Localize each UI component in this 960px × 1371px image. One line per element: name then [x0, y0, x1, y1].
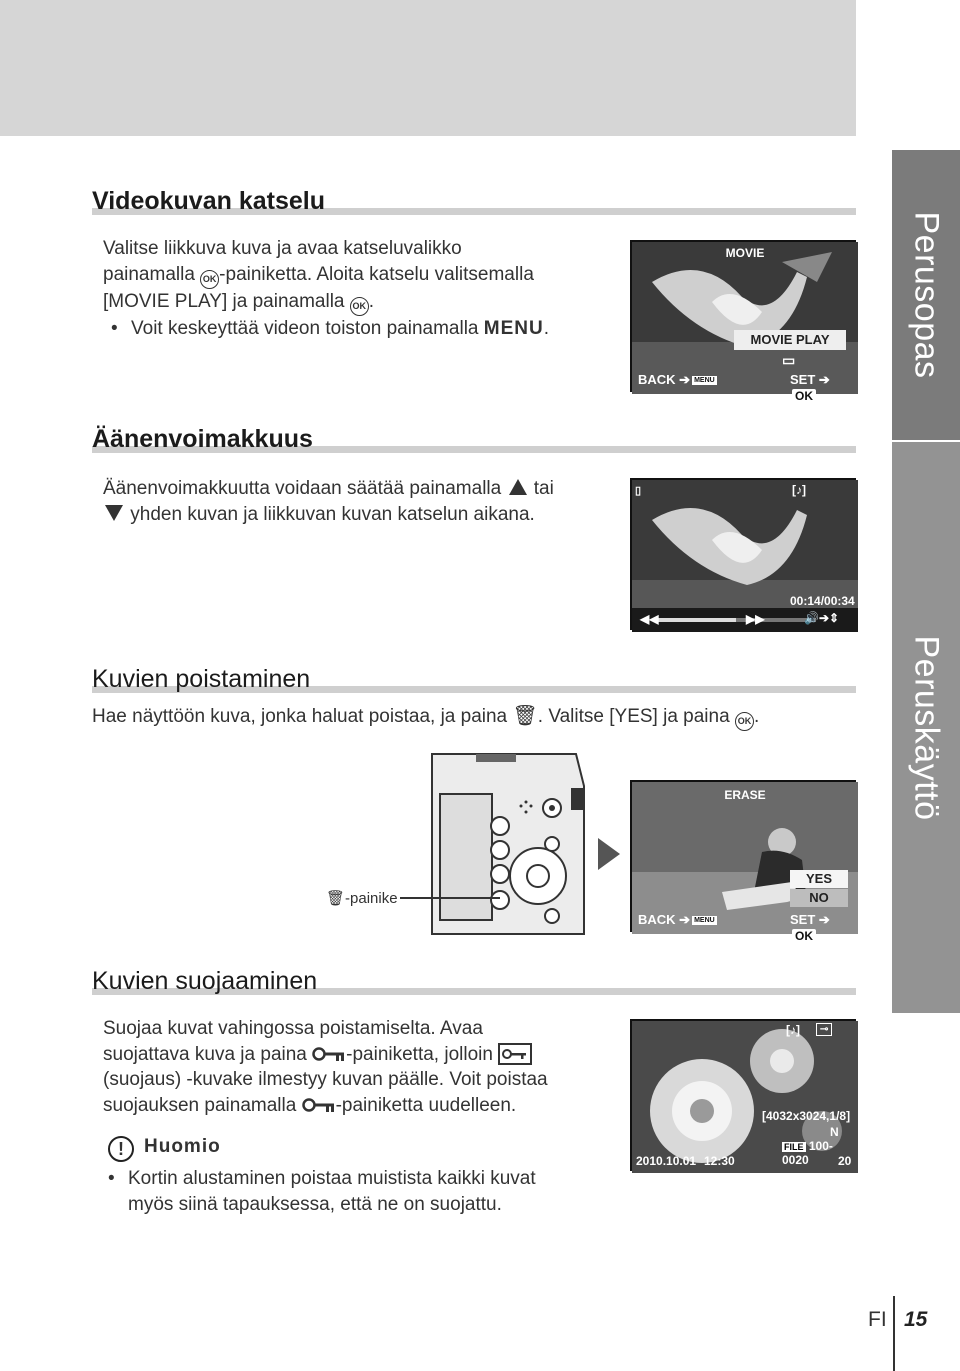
- side-tab-perusopas: Perusopas: [892, 150, 960, 440]
- file-number: FILE 100-0020: [782, 1139, 833, 1167]
- erase-screen: [630, 780, 856, 943]
- section-title: Kuvien suojaaminen: [92, 967, 318, 995]
- text-line: [MOVIE PLAY] ja painamalla OK .: [103, 289, 603, 316]
- ok-button-icon: OK: [735, 712, 754, 731]
- ok-button-icon: OK: [200, 270, 219, 289]
- time-label: 12:30: [704, 1154, 735, 1168]
- movie-play-option[interactable]: MOVIE PLAY: [734, 330, 846, 350]
- note-block: [108, 1134, 628, 1217]
- bullet-continuation: myös siinä tapauksessa, että ne on suojattu.: [128, 1193, 502, 1215]
- trash-icon: 🗑: [512, 705, 538, 727]
- ok-button-icon: OK: [350, 297, 369, 316]
- trash-button-label: 🗑-painike: [326, 890, 398, 907]
- set-hint: SET ➔OK: [790, 372, 830, 403]
- movie-icon: [♪]: [786, 1023, 800, 1037]
- movie-play-icon: ▭: [782, 352, 796, 368]
- section-title: Videokuvan katselu: [92, 187, 325, 215]
- top-band: [0, 0, 856, 136]
- set-hint: SET ➔OK: [790, 912, 830, 943]
- warning-icon: !: [108, 1136, 134, 1162]
- text-line: Suojaa kuvat vahingossa poistamiselta. Avaa: [103, 1018, 483, 1039]
- key-icon: [312, 1045, 346, 1063]
- section3-text: Hae näyttöön kuva, jonka haluat poistaa, ja paina 🗑. Valitse [YES] ja paina OK .: [92, 704, 882, 731]
- bullet-item: • Voit keskeyttää videon toiston painamalla MENU.: [111, 316, 603, 342]
- section2-text: [103, 476, 603, 527]
- yes-option[interactable]: YES: [790, 870, 848, 888]
- up-arrow-icon: [509, 479, 527, 495]
- down-arrow-icon: [105, 505, 123, 521]
- screen-title: MOVIE: [725, 246, 765, 260]
- volume-icon: 🔊➔⇕: [804, 611, 840, 625]
- file-icon: FILE: [784, 1142, 804, 1152]
- protect-icon: [498, 1043, 532, 1065]
- movie-icon: [♪]: [792, 483, 806, 497]
- key-icon: [302, 1096, 336, 1114]
- footer-language: FI: [868, 1308, 887, 1331]
- section-title: Äänenvoimakkuus: [92, 425, 313, 453]
- resolution-label: [4032x3024,1/8]: [762, 1109, 851, 1123]
- battery-icon: ▯: [635, 485, 642, 497]
- quality-label: N: [830, 1125, 839, 1139]
- trash-icon: 🗑: [326, 890, 346, 907]
- rewind-icon: ◀◀: [640, 612, 659, 626]
- side-tab-peruskaytto: Peruskäyttö: [892, 440, 960, 1013]
- seagull-playback-image: [632, 480, 858, 632]
- footer-divider: [893, 1296, 895, 1371]
- fast-forward-icon: ▶▶: [746, 612, 765, 626]
- text-line: painamalla OK -painiketta. Aloita katselu valitsemalla: [103, 262, 603, 289]
- section4-text: [103, 1016, 623, 1118]
- text-line: yhden kuvan ja liikkuvan kuvan katselun aikana.: [103, 502, 603, 528]
- playback-time: 00:14/00:34: [790, 594, 855, 608]
- section-aanenvoimakkuus: [92, 424, 856, 460]
- arrow-right-icon: [598, 838, 620, 870]
- section-kuvien-suojaaminen: [92, 966, 856, 1002]
- section-kuvien-poistaminen: [92, 664, 856, 700]
- section1-text: [103, 236, 603, 341]
- frame-number: 20: [838, 1154, 852, 1168]
- section-videokuvan-katselu: [92, 186, 856, 222]
- note-heading: ! Huomio: [108, 1134, 628, 1162]
- screen-title: ERASE: [724, 788, 766, 802]
- text-line: Valitse liikkuva kuva ja avaa katseluvalikko: [103, 238, 462, 259]
- text-line: suojattava kuva ja paina -painiketta, jolloin: [103, 1042, 623, 1068]
- protect-screen: [630, 1019, 856, 1171]
- back-hint: BACK ➔ MENU: [638, 372, 715, 387]
- movie-playback-screen: [630, 478, 856, 630]
- page-number: 15: [904, 1308, 928, 1331]
- section-title: Kuvien poistaminen: [92, 665, 311, 693]
- movie-menu-screen: [630, 240, 856, 403]
- text-line: suojauksen painamalla -painiketta uudelleen.: [103, 1094, 517, 1116]
- date-label: 2010.10.01: [636, 1154, 697, 1168]
- text-line: Äänenvoimakkuutta voidaan säätää painamalla tai: [103, 478, 554, 499]
- bullet-item: • Kortin alustaminen poistaa muistista kaikki kuvat: [108, 1166, 628, 1192]
- back-hint: BACK ➔ MENU: [638, 912, 715, 927]
- text-line: (suojaus) -kuvake ilmestyy kuvan päälle. Voit poistaa: [103, 1069, 548, 1090]
- no-option[interactable]: NO: [790, 889, 848, 907]
- protect-icon: ⊸: [816, 1023, 832, 1036]
